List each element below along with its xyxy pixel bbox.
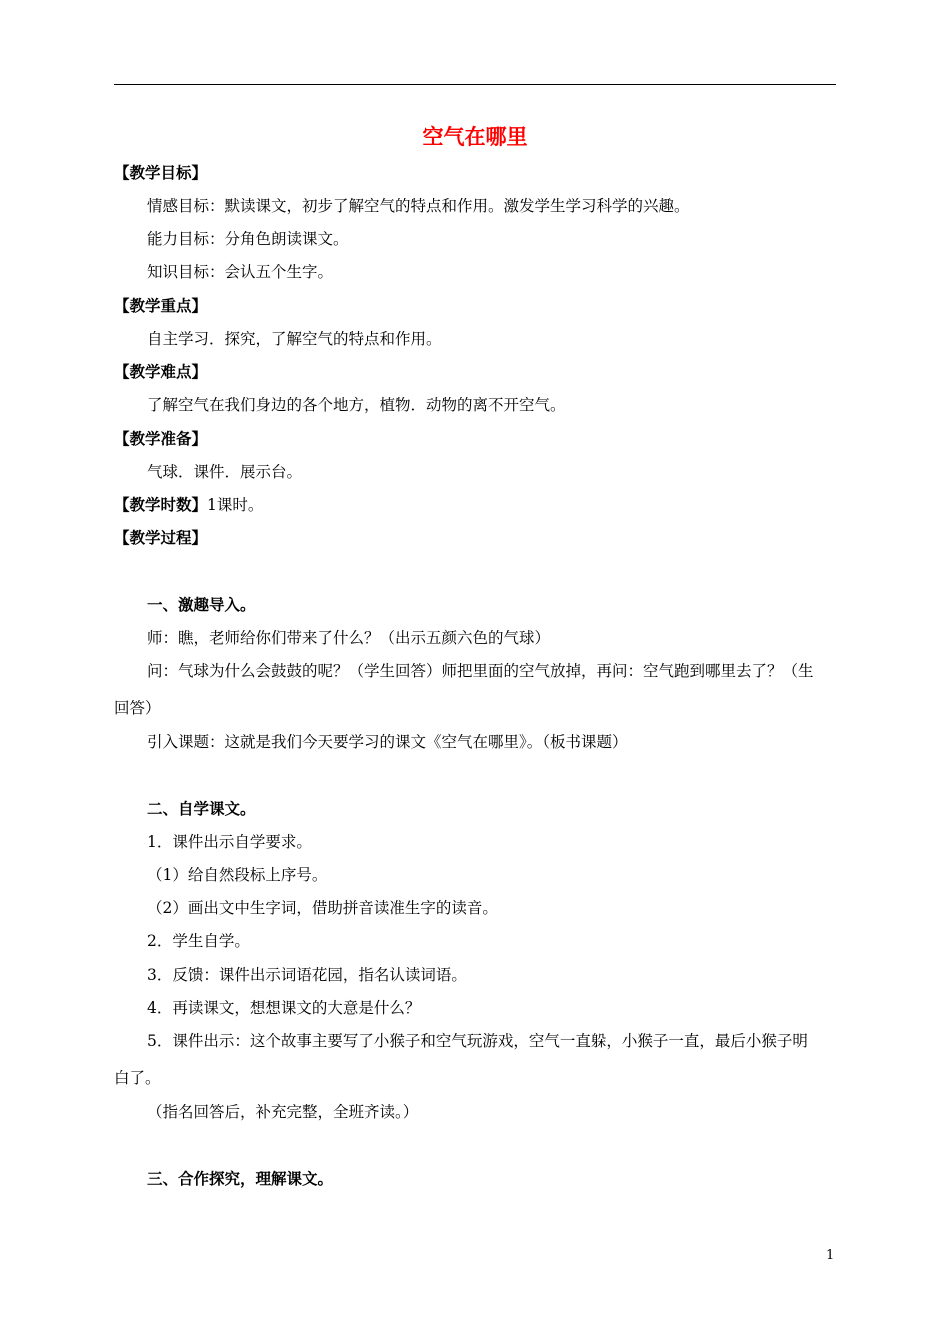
hours-heading: 【教学时数】 [114, 496, 208, 514]
part2-item-1: 1．课件出示自学要求。 [147, 833, 312, 851]
document-title: 空气在哪里 [422, 125, 528, 149]
part2-item-1b: （2）画出文中生字词，借助拼音读准生字的读音。 [147, 899, 498, 917]
part2-item-5-line-2: 白了。 [114, 1069, 161, 1087]
goal-ability: 能力目标：分角色朗读课文。 [147, 230, 349, 248]
part2-heading: 二、自学课文。 [147, 800, 256, 818]
goal-knowledge: 知识目标：会认五个生字。 [147, 263, 334, 281]
header-rule [114, 84, 836, 85]
part1-paragraph-2-line-1: 问：气球为什么会鼓鼓的呢？（学生回答）师把里面的空气放掉，再问：空气跑到哪里去了？（生 [147, 662, 814, 680]
page-number: 1 [826, 1248, 835, 1263]
goals-heading: 【教学目标】 [114, 164, 208, 182]
part1-heading: 一、激趣导入。 [147, 596, 256, 614]
prep-text: 气球．课件．展示台。 [147, 463, 303, 481]
hours-text: 1课时。 [207, 496, 264, 514]
part1-paragraph-1: 师：瞧，老师给你们带来了什么？（出示五颜六色的气球） [147, 629, 551, 647]
part1-paragraph-3: 引入课题：这就是我们今天要学习的课文《空气在哪里》。（板书课题） [147, 733, 628, 751]
part3-heading: 三、合作探究，理解课文。 [147, 1170, 334, 1188]
focus-text: 自主学习．探究，了解空气的特点和作用。 [147, 330, 442, 348]
part2-note: （指名回答后，补充完整，全班齐读。） [147, 1103, 419, 1121]
part2-item-3: 3．反馈：课件出示词语花园，指名认读词语。 [147, 966, 467, 984]
part2-item-4: 4．再读课文，想想课文的大意是什么？ [147, 999, 421, 1017]
process-heading: 【教学过程】 [114, 529, 208, 547]
part2-item-5-line-1: 5．课件出示：这个故事主要写了小猴子和空气玩游戏，空气一直躲，小猴子一直，最后小猴子明 [147, 1032, 808, 1050]
prep-heading: 【教学准备】 [114, 430, 208, 448]
part2-item-1a: （1）给自然段标上序号。 [147, 866, 328, 884]
difficulty-text: 了解空气在我们身边的各个地方，植物．动物的离不开空气。 [147, 396, 566, 414]
part2-item-2: 2．学生自学。 [147, 932, 250, 950]
difficulty-heading: 【教学难点】 [114, 363, 208, 381]
goal-emotion: 情感目标：默读课文，初步了解空气的特点和作用。激发学生学习科学的兴趣。 [147, 197, 690, 215]
focus-heading: 【教学重点】 [114, 297, 208, 315]
hours-line [114, 493, 836, 517]
part1-paragraph-2-line-2: 回答） [114, 699, 161, 717]
